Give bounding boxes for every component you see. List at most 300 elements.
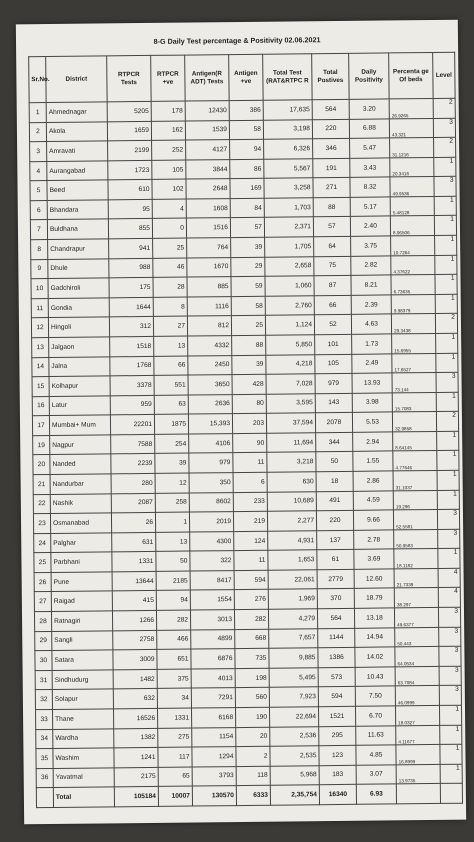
level-cell: 3 — [436, 372, 458, 392]
total-tests-cell: 4,218 — [266, 354, 315, 374]
antigen-tests-cell: 3844 — [186, 159, 230, 179]
percentage-of-beds-cell: 17.6527 — [392, 353, 436, 373]
percentage-of-beds-cell: 10.7264 — [391, 236, 435, 256]
antigen-tests-cell: 1116 — [187, 296, 231, 316]
rtpcr-tests-cell: 5205 — [107, 101, 151, 121]
level-cell: 1 — [436, 392, 458, 412]
level-cell — [440, 783, 462, 803]
total-positives-cell: 1521 — [318, 706, 355, 726]
rtpcr-tests-cell: 16526 — [113, 708, 157, 728]
percentage-of-beds-cell: 49.6377 — [394, 607, 438, 627]
antigen-positive-cell: 124 — [234, 531, 268, 551]
rtpcr-tests-cell: 3009 — [113, 650, 157, 670]
header-rtpcr-positive: RTPCR +ve — [151, 55, 185, 101]
percentage-of-beds-cell: 5.48128 — [390, 196, 434, 216]
rtpcr-positive-cell: 34 — [157, 688, 191, 708]
level-cell: 2 — [435, 314, 457, 334]
level-cell: 1 — [435, 294, 457, 314]
antigen-positive-cell: 560 — [235, 688, 269, 708]
antigen-tests-cell: 8417 — [190, 570, 234, 590]
antigen-positive-cell: 90 — [233, 433, 267, 453]
level-cell: 3 — [439, 627, 461, 647]
sr-no-cell: 13 — [32, 337, 49, 357]
antigen-positive-cell: 94 — [230, 139, 264, 159]
antigen-positive-cell: 594 — [234, 570, 268, 590]
rtpcr-tests-cell: 415 — [112, 591, 156, 611]
header-percentage-of-beds: Percenta ge Of beds — [389, 52, 433, 98]
rtpcr-positive-cell: 178 — [151, 101, 185, 121]
antigen-positive-cell: 735 — [235, 648, 269, 668]
total-tests-cell: 22,061 — [268, 570, 317, 590]
antigen-positive-cell: 39 — [231, 237, 265, 257]
total-positives-cell: 101 — [315, 334, 352, 354]
daily-positivity-cell: 1.73 — [352, 334, 392, 354]
antigen-positive-cell: 86 — [230, 159, 264, 179]
total-tests-cell: 2,371 — [264, 217, 313, 237]
district-cell: Solapur — [52, 689, 113, 709]
antigen-tests-cell: 1670 — [187, 257, 231, 277]
rtpcr-tests-cell: 1659 — [107, 121, 151, 141]
daily-positivity-cell: 14.94 — [355, 628, 395, 648]
rtpcr-tests-cell: 13644 — [112, 571, 156, 591]
antigen-positive-cell: 84 — [230, 198, 264, 218]
sr-no-cell: 36 — [36, 768, 53, 788]
rtpcr-positive-cell: 252 — [152, 140, 186, 160]
total-tests-cell: 7,923 — [269, 687, 318, 707]
percentage-of-beds-cell — [396, 784, 440, 804]
level-cell: 2 — [436, 411, 458, 431]
district-cell: Latur — [49, 396, 110, 416]
antigen-positive-cell: 29 — [231, 257, 265, 277]
total-positives-cell: 564 — [312, 99, 349, 119]
rtpcr-positive-cell: 65 — [158, 767, 192, 787]
district-cell: Nashik — [50, 493, 111, 513]
district-cell: Ahmednagar — [46, 102, 107, 122]
percentage-of-beds-cell: 8.64145 — [393, 431, 437, 451]
antigen-tests-cell: 764 — [187, 238, 231, 258]
antigen-positive-cell: 668 — [235, 629, 269, 649]
district-cell: Thane — [52, 709, 113, 729]
sr-no-cell: 29 — [35, 631, 52, 651]
total-tests-cell: 2,760 — [265, 296, 314, 316]
total-positives-cell: 2779 — [317, 569, 354, 589]
total-positives-cell: 220 — [316, 510, 353, 530]
antigen-positive-cell: 39 — [232, 355, 266, 375]
daily-positivity-cell: 3.20 — [349, 99, 389, 119]
rtpcr-tests-cell: 1266 — [112, 610, 156, 630]
total-row — [36, 783, 462, 807]
antigen-tests-cell: 4300 — [190, 531, 234, 551]
rtpcr-positive-cell: 102 — [152, 179, 186, 199]
percentage-of-beds-cell: 20.3416 — [390, 157, 434, 177]
percentage-of-beds-cell: 15.7083 — [392, 392, 436, 412]
percentage-of-beds-cell: 16.8999 — [396, 745, 440, 765]
antigen-positive-cell: 20 — [236, 727, 270, 747]
percentage-of-beds-cell: 31.1216 — [390, 138, 434, 158]
total-tests-cell: 5,567 — [264, 158, 313, 178]
antigen-tests-cell: 322 — [190, 551, 234, 571]
total-tests-cell: 5,968 — [270, 765, 319, 785]
sr-no-cell: 24 — [34, 533, 51, 553]
district-cell: Dhule — [48, 259, 109, 279]
level-cell: 4 — [438, 568, 460, 588]
rtpcr-tests-cell: 3378 — [110, 376, 154, 396]
district-cell: Amravati — [47, 141, 108, 161]
rtpcr-positive-cell: 50 — [156, 551, 190, 571]
sr-no-cell: 35 — [36, 749, 53, 769]
daily-positivity-cell: 5.17 — [350, 197, 390, 217]
antigen-positive-cell: 428 — [232, 374, 266, 394]
total-tests-cell: 3,595 — [266, 393, 315, 413]
antigen-tests-cell: 4106 — [189, 433, 233, 453]
daily-positivity-cell: 14.02 — [355, 647, 395, 667]
level-cell: 3 — [434, 177, 456, 197]
level-cell: 3 — [437, 509, 459, 529]
daily-positivity-cell: 1.55 — [353, 451, 393, 471]
daily-positivity-cell: 6.93 — [356, 784, 396, 804]
daily-positivity-cell: 11.63 — [356, 725, 396, 745]
district-cell: Wardha — [53, 728, 114, 748]
antigen-tests-cell: 130570 — [192, 786, 236, 806]
rtpcr-tests-cell: 105184 — [114, 787, 158, 807]
rtpcr-tests-cell: 631 — [112, 532, 156, 552]
header-row — [29, 52, 455, 102]
percentage-of-beds-cell: 9.98379 — [391, 294, 435, 314]
antigen-tests-cell: 885 — [187, 277, 231, 297]
daily-positivity-cell: 6.88 — [349, 119, 389, 139]
total-positives-cell: 18 — [316, 471, 353, 491]
total-positives-cell: 183 — [319, 765, 356, 785]
percentage-of-beds-cell: 43.321 — [389, 118, 433, 138]
level-cell: 1 — [440, 744, 462, 764]
total-positives-cell: 344 — [316, 432, 353, 452]
total-positives-cell: 295 — [319, 726, 356, 746]
level-cell: 3 — [439, 646, 461, 666]
total-positives-cell: 123 — [319, 745, 356, 765]
rtpcr-tests-cell: 175 — [109, 278, 153, 298]
sr-no-cell: 19 — [33, 435, 50, 455]
total-positives-cell: 87 — [314, 276, 351, 296]
total-positives-cell: 57 — [313, 217, 350, 237]
level-cell: 1 — [439, 705, 461, 725]
daily-positivity-cell: 8.32 — [350, 177, 390, 197]
antigen-tests-cell: 6876 — [191, 649, 235, 669]
daily-positivity-cell: 13.93 — [352, 373, 392, 393]
rtpcr-positive-cell: 94 — [156, 590, 190, 610]
header-rtpcr-tests: RTPCR Tests — [107, 55, 151, 101]
daily-positivity-cell: 2.82 — [351, 256, 391, 276]
sr-no-cell: 10 — [31, 279, 48, 299]
antigen-positive-cell: 219 — [233, 511, 267, 531]
antigen-tests-cell: 4127 — [186, 140, 230, 160]
district-cell: Osmanabad — [50, 513, 111, 533]
percentage-of-beds-cell: 18.0327 — [395, 705, 439, 725]
district-cell: Jalgaon — [49, 337, 110, 357]
rtpcr-positive-cell: 105 — [152, 160, 186, 180]
level-cell: 1 — [434, 216, 456, 236]
rtpcr-tests-cell: 26 — [111, 513, 155, 533]
district-cell: Beed — [47, 180, 108, 200]
rtpcr-positive-cell: 1 — [155, 512, 189, 532]
district-cell: Hingoli — [48, 317, 109, 337]
rtpcr-positive-cell: 254 — [155, 434, 189, 454]
antigen-positive-cell: 88 — [232, 335, 266, 355]
header-sr-no: Sr.No. — [29, 57, 46, 103]
total-tests-cell: 1,969 — [268, 589, 317, 609]
sr-no-cell: 22 — [33, 494, 50, 514]
sr-no-cell: 23 — [33, 514, 50, 534]
daily-positivity-cell: 13.18 — [354, 608, 394, 628]
total-tests-cell: 5,850 — [266, 335, 315, 355]
district-cell: Yavatmal — [53, 768, 114, 788]
rtpcr-tests-cell: 280 — [111, 473, 155, 493]
antigen-tests-cell: 1539 — [185, 120, 229, 140]
level-cell: 3 — [438, 529, 460, 549]
rtpcr-tests-cell: 632 — [113, 689, 157, 709]
total-tests-cell: 4,279 — [268, 609, 317, 629]
rtpcr-tests-cell: 941 — [109, 238, 153, 258]
rtpcr-tests-cell: 959 — [110, 395, 154, 415]
rtpcr-positive-cell: 46 — [153, 258, 187, 278]
total-tests-cell: 3,198 — [263, 119, 312, 139]
header-antigen-positive: Antigen +ve — [229, 54, 263, 100]
total-positives-cell: 1386 — [318, 648, 355, 668]
percentage-of-beds-cell: 4.37622 — [391, 255, 435, 275]
sr-no-cell: 28 — [34, 612, 51, 632]
total-positives-cell: 346 — [313, 139, 350, 159]
total-positives-cell: 64 — [314, 236, 351, 256]
daily-positivity-cell: 2.49 — [352, 353, 392, 373]
percentage-of-beds-cell: 8.96506 — [390, 216, 434, 236]
level-cell: 3 — [439, 666, 461, 686]
level-cell: 1 — [438, 549, 460, 569]
document-title: 8-G Daily Test percentage & Positivity 02.06.2021 — [153, 35, 321, 46]
rtpcr-tests-cell: 610 — [108, 180, 152, 200]
percentage-of-beds-cell: 63.7084 — [395, 666, 439, 686]
daily-positivity-cell: 18.79 — [354, 588, 394, 608]
percentage-of-beds-cell: 19.296 — [393, 490, 437, 510]
antigen-positive-cell: 203 — [232, 413, 266, 433]
sr-no-cell: 25 — [34, 553, 51, 573]
district-cell: Bhandara — [47, 200, 108, 220]
daily-positivity-cell: 4.63 — [351, 314, 391, 334]
percentage-of-beds-cell: 21.7339 — [394, 568, 438, 588]
daily-positivity-cell: 3.43 — [350, 158, 390, 178]
sr-no-cell: 31 — [35, 670, 52, 690]
total-tests-cell: 7,657 — [269, 628, 318, 648]
total-positives-cell: 50 — [316, 452, 353, 472]
district-cell: Total — [53, 787, 114, 807]
antigen-positive-cell: 276 — [234, 590, 268, 610]
sr-no-cell: 32 — [35, 690, 52, 710]
rtpcr-positive-cell: 117 — [158, 747, 192, 767]
total-positives-cell: 75 — [314, 256, 351, 276]
rtpcr-tests-cell: 2239 — [111, 454, 155, 474]
percentage-of-beds-cell: 38.297 — [394, 588, 438, 608]
percentage-of-beds-cell: 18.1182 — [394, 549, 438, 569]
rtpcr-tests-cell: 1482 — [113, 669, 157, 689]
rtpcr-tests-cell: 312 — [109, 317, 153, 337]
daily-positivity-cell: 2.40 — [350, 216, 390, 236]
level-cell: 2 — [433, 98, 455, 118]
daily-positivity-cell: 12.60 — [354, 569, 394, 589]
total-positives-cell: 1144 — [318, 628, 355, 648]
district-cell: Sangli — [52, 630, 113, 650]
antigen-tests-cell: 812 — [187, 316, 231, 336]
total-positives-cell: 143 — [315, 393, 352, 413]
level-cell: 1 — [440, 764, 462, 784]
percentage-of-beds-cell: 50.9583 — [394, 529, 438, 549]
sr-no-cell: 12 — [31, 318, 48, 338]
antigen-positive-cell: 2 — [236, 746, 270, 766]
rtpcr-positive-cell: 13 — [154, 336, 188, 356]
antigen-tests-cell: 4899 — [191, 629, 235, 649]
total-positives-cell: 61 — [317, 550, 354, 570]
district-cell: Nagpur — [50, 435, 111, 455]
district-cell: Akola — [46, 121, 107, 141]
rtpcr-positive-cell: 282 — [156, 610, 190, 630]
rtpcr-positive-cell: 27 — [153, 316, 187, 336]
daily-positivity-cell: 5.53 — [352, 412, 392, 432]
level-cell: 3 — [439, 686, 461, 706]
total-positives-cell: 564 — [317, 608, 354, 628]
antigen-tests-cell: 7291 — [191, 688, 235, 708]
antigen-positive-cell: 11 — [234, 551, 268, 571]
rtpcr-positive-cell: 275 — [158, 728, 192, 748]
total-positives-cell: 979 — [315, 373, 352, 393]
total-positives-cell: 88 — [313, 197, 350, 217]
rtpcr-tests-cell: 1331 — [112, 552, 156, 572]
level-cell: 1 — [437, 451, 459, 471]
sr-no-cell: 17 — [32, 416, 49, 436]
antigen-tests-cell: 3650 — [188, 375, 232, 395]
antigen-positive-cell: 233 — [233, 492, 267, 512]
district-positivity-table — [28, 52, 463, 808]
rtpcr-positive-cell: 0 — [152, 219, 186, 239]
antigen-positive-cell: 25 — [231, 316, 265, 336]
antigen-tests-cell: 1294 — [192, 747, 236, 767]
daily-positivity-cell: 4.85 — [356, 745, 396, 765]
percentage-of-beds-cell: 6.73635 — [391, 275, 435, 295]
daily-positivity-cell: 2.39 — [351, 295, 391, 315]
level-cell: 1 — [437, 490, 459, 510]
antigen-tests-cell: 2648 — [186, 179, 230, 199]
percentage-of-beds-cell: 15.6955 — [392, 333, 436, 353]
rtpcr-positive-cell: 63 — [154, 395, 188, 415]
document-sheet — [16, 20, 466, 825]
total-positives-cell: 594 — [318, 687, 355, 707]
header-antigen-tests: Antigen(R ADT) Tests — [185, 55, 229, 101]
sr-no-cell: 9 — [31, 259, 48, 279]
total-positives-cell: 16340 — [319, 785, 356, 805]
header-level: Level — [433, 52, 455, 98]
rtpcr-positive-cell: 651 — [157, 649, 191, 669]
total-tests-cell: 37,594 — [266, 413, 315, 433]
total-tests-cell: 5,495 — [269, 667, 318, 687]
daily-positivity-cell: 7.50 — [355, 686, 395, 706]
total-tests-cell: 3,218 — [267, 452, 316, 472]
sr-no-cell: 30 — [35, 651, 52, 671]
sr-no-cell: 8 — [31, 240, 48, 260]
sr-no-cell: 11 — [31, 298, 48, 318]
antigen-positive-cell: 6333 — [236, 785, 270, 805]
daily-positivity-cell: 2.94 — [353, 432, 393, 452]
level-cell: 1 — [435, 274, 457, 294]
district-cell: Mumbai+ Mum — [49, 415, 110, 435]
rtpcr-positive-cell: 10007 — [158, 786, 192, 806]
total-tests-cell: 2,658 — [265, 256, 314, 276]
sr-no-cell: 33 — [36, 709, 53, 729]
daily-positivity-cell: 2.86 — [353, 471, 393, 491]
percentage-of-beds-cell: 50.443 — [395, 627, 439, 647]
level-cell: 1 — [435, 235, 457, 255]
rtpcr-tests-cell: 1382 — [114, 728, 158, 748]
percentage-of-beds-cell: 73.144 — [392, 373, 436, 393]
daily-positivity-cell: 6.70 — [355, 706, 395, 726]
header-total-tests: Total Test (RAT&RTPC R — [263, 54, 312, 101]
daily-positivity-cell: 4.59 — [353, 490, 393, 510]
sr-no-cell: 15 — [32, 377, 49, 397]
total-tests-cell: 7,028 — [266, 374, 315, 394]
rtpcr-positive-cell: 66 — [154, 356, 188, 376]
daily-positivity-cell: 8.21 — [351, 275, 391, 295]
level-cell: 1 — [440, 725, 462, 745]
percentage-of-beds-cell: 52.5581 — [393, 510, 437, 530]
header-daily-positivity: Daily Positivity — [349, 53, 389, 99]
level-cell: 3 — [433, 118, 455, 138]
antigen-tests-cell: 1154 — [192, 727, 236, 747]
level-cell: 1 — [435, 255, 457, 275]
rtpcr-tests-cell: 855 — [108, 219, 152, 239]
sr-no-cell: 26 — [34, 572, 51, 592]
antigen-positive-cell: 58 — [231, 296, 265, 316]
district-cell: Parbhani — [51, 552, 112, 572]
rtpcr-positive-cell: 8 — [153, 297, 187, 317]
district-cell: Kolhapur — [49, 376, 110, 396]
percentage-of-beds-cell: 4.11677 — [396, 725, 440, 745]
rtpcr-tests-cell: 1768 — [110, 356, 154, 376]
antigen-positive-cell: 198 — [235, 668, 269, 688]
district-cell: Palghar — [51, 533, 112, 553]
antigen-positive-cell: 169 — [230, 179, 264, 199]
percentage-of-beds-cell: 46.0999 — [395, 686, 439, 706]
rtpcr-positive-cell: 25 — [153, 238, 187, 258]
level-cell: 4 — [438, 588, 460, 608]
district-cell: Gondia — [48, 298, 109, 318]
district-cell: Pune — [51, 572, 112, 592]
percentage-of-beds-cell: 64.0534 — [395, 647, 439, 667]
sr-no-cell: 21 — [33, 474, 50, 494]
daily-positivity-cell: 3.75 — [351, 236, 391, 256]
percentage-of-beds-cell: 32.9858 — [392, 412, 436, 432]
rtpcr-positive-cell: 39 — [155, 453, 189, 473]
antigen-tests-cell: 2636 — [188, 394, 232, 414]
rtpcr-tests-cell: 1644 — [109, 297, 153, 317]
sr-no-cell: 27 — [34, 592, 51, 612]
percentage-of-beds-cell: 26.9265 — [389, 98, 433, 118]
rtpcr-positive-cell: 466 — [157, 630, 191, 650]
district-cell: Aurangabad — [47, 161, 108, 181]
total-positives-cell: 137 — [317, 530, 354, 550]
antigen-tests-cell: 1608 — [186, 198, 230, 218]
total-tests-cell: 9,885 — [269, 648, 318, 668]
percentage-of-beds-cell: 29.3438 — [391, 314, 435, 334]
rtpcr-tests-cell: 2199 — [108, 141, 152, 161]
daily-positivity-cell: 5.47 — [350, 138, 390, 158]
total-positives-cell: 2078 — [315, 413, 352, 433]
level-cell: 1 — [437, 470, 459, 490]
antigen-tests-cell: 1554 — [190, 590, 234, 610]
